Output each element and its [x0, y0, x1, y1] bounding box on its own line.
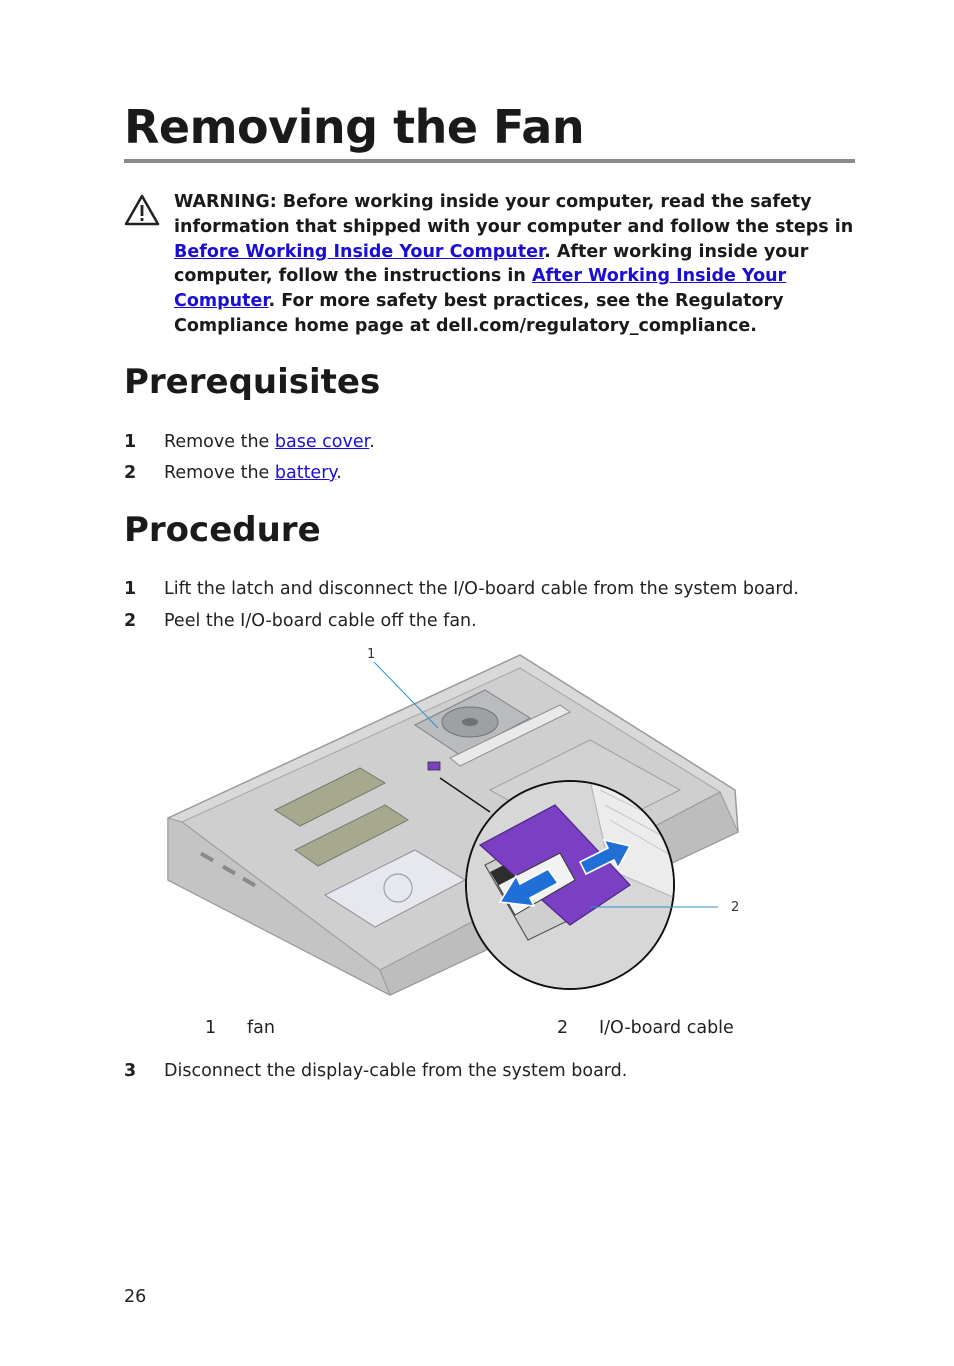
- step-text: [164, 462, 342, 484]
- legend-number-2: 2: [557, 1018, 569, 1038]
- fan-removal-illustration: [160, 640, 760, 1010]
- callout-number-1: 1: [367, 647, 376, 662]
- link-battery[interactable]: battery: [274, 463, 337, 483]
- step-text-before: Remove the: [164, 432, 275, 452]
- step-number: 1: [124, 432, 137, 452]
- link-base-cover[interactable]: base cover: [274, 432, 370, 452]
- page-title: Removing the Fan: [124, 100, 585, 154]
- step-number: 1: [124, 579, 137, 599]
- step-number: 3: [124, 1061, 137, 1081]
- legend-label-io-board-cable: I/O-board cable: [599, 1018, 734, 1038]
- step-text: Disconnect the display-cable from the system board.: [164, 1061, 628, 1081]
- warning-text-part1: WARNING: Before working inside your computer, read the safety information that shipped with your computer and follow the steps in: [174, 192, 854, 237]
- warning-icon: [124, 194, 160, 226]
- step-text-after: .: [336, 463, 342, 483]
- link-after-working[interactable]: After Working Inside Your Computer: [174, 266, 787, 312]
- step-text-after: .: [369, 432, 375, 452]
- procedure-heading: Procedure: [124, 510, 321, 550]
- legend-number-1: 1: [205, 1018, 217, 1038]
- step-number: 2: [124, 611, 137, 631]
- step-number: 2: [124, 463, 137, 483]
- page-number: 26: [124, 1287, 147, 1307]
- warning-text-part3: . For more safety best practices, see the Regulatory Compliance home page at dell.com/regulatory_compliance.: [174, 291, 784, 336]
- step-text: Peel the I/O-board cable off the fan.: [164, 611, 477, 631]
- warning-text: [174, 190, 854, 339]
- callout-number-2: 2: [731, 900, 740, 915]
- legend-label-fan: fan: [247, 1018, 275, 1038]
- prerequisites-heading: Prerequisites: [124, 362, 381, 402]
- step-text: [164, 431, 375, 453]
- title-rule: [124, 159, 855, 163]
- link-before-working[interactable]: Before Working Inside Your Computer: [174, 241, 545, 262]
- step-text-before: Remove the: [164, 463, 275, 483]
- warning-text-part2: . After working inside your computer, follow the instructions in: [174, 241, 809, 287]
- step-text: Lift the latch and disconnect the I/O-board cable from the system board.: [164, 579, 799, 599]
